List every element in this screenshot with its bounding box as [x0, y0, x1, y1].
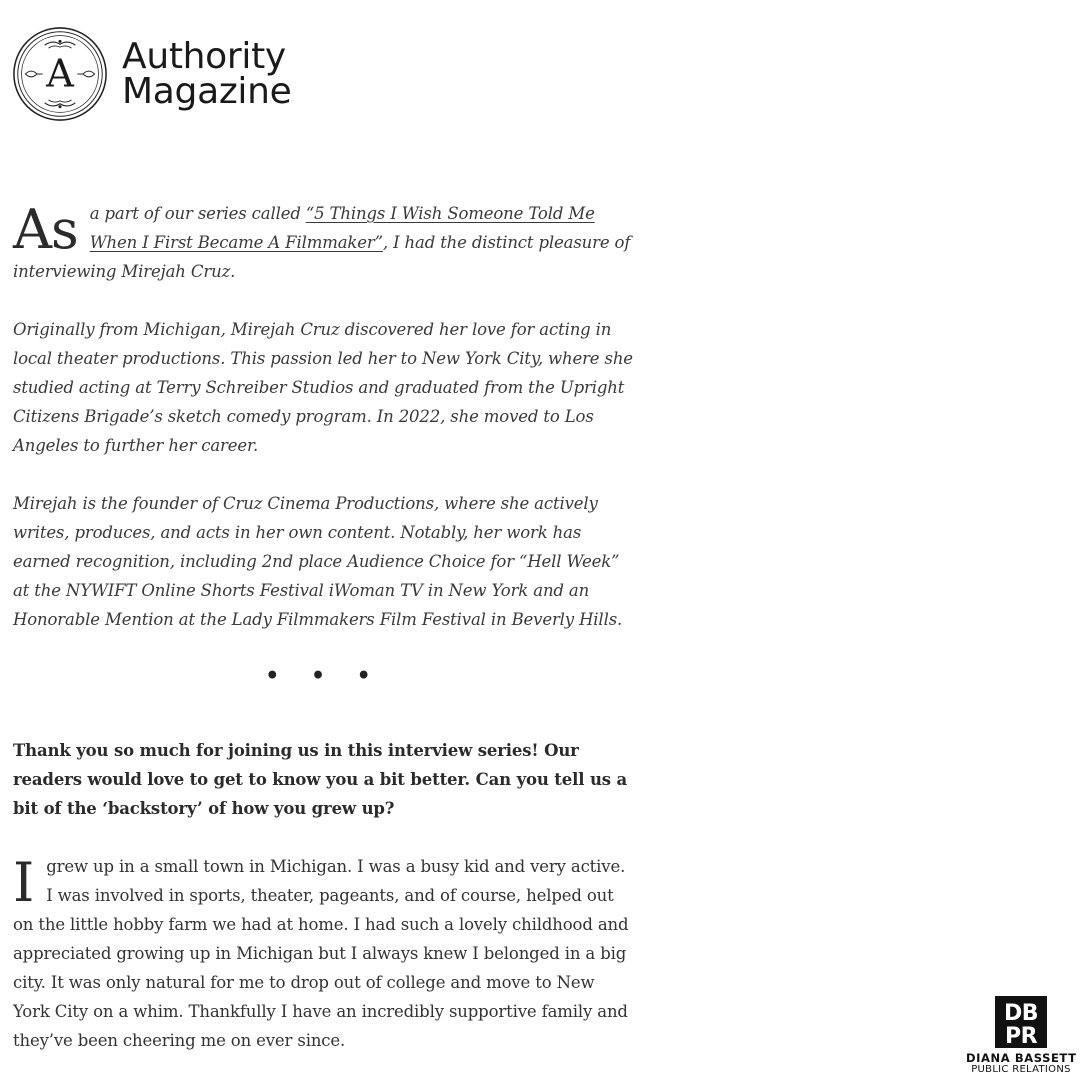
section-separator: • • • [265, 663, 383, 689]
brand-subtitle: PUBLIC RELATIONS [971, 1064, 1071, 1075]
authority-magazine-logo[interactable] [12, 24, 292, 124]
dbpr-logo-icon [995, 996, 1047, 1048]
seal-icon [12, 26, 108, 122]
dbpr-mark-row1: DB [1003, 1001, 1039, 1026]
intro-dropcap: As [13, 198, 78, 261]
interview-question: Thank you so much for joining us in this interview series! Our readers would love to get to know you a bit better. Can you tell us a bit of the ‘backstory’ of how you grew up? [13, 741, 628, 818]
brand-name: DIANA BASSETT [966, 1051, 1077, 1065]
answer-dropcap: I [13, 851, 35, 914]
bio-paragraph-2: Mirejah is the founder of Cruz Cinema Productions, where she actively writes, produces, and acts in her own content. Notably, her work has earned recognition, including 2nd place Audience Choice for “Hell Week” at the NYWIFT Online Shorts Festival iWoman TV in New York and an Honorable Mention at the Lady Filmmakers Film Festival in Beverly Hills. [13, 494, 623, 629]
article-body [13, 199, 635, 1055]
interview-answer [13, 852, 635, 1055]
answer-text: grew up in a small town in Michigan. I was a busy kid and very active. I was involved in sports, theater, pageants, and of course, helped out on the little hobby farm we had at home. I had such a lovely childhood and appreciated growing up in Michigan but I always knew I belonged in a big city. It was only natural for me to drop out of college and move to New York City on a whim. Thankfully I have an incredibly supportive family and they’ve been cheering me on ever since. [13, 857, 629, 1050]
logo-wordmark [122, 36, 292, 112]
bio-paragraph-1: Originally from Michigan, Mirejah Cruz discovered her love for acting in local theater productions. This passion led her to New York City, where she studied acting at Terry Schreiber Studios and graduated from the Upright Citizens Brigade’s sketch comedy program. In 2022, she moved to Los Angeles to further her career. [13, 320, 633, 455]
seal-letter: A [46, 51, 74, 97]
intro-paragraph [13, 199, 635, 286]
dbpr-brand [966, 996, 1076, 1076]
logo-name-line1: Authority [122, 36, 286, 77]
dbpr-mark-row2: PR [1004, 1024, 1038, 1048]
intro-tail: , I had the distinct pleasure of interviewing Mirejah Cruz. [13, 233, 631, 281]
logo-name-line2: Magazine [122, 71, 292, 112]
intro-lead: a part of our series called [89, 204, 306, 223]
series-link[interactable]: “5 Things I Wish Someone Told Me When I First Became A Filmmaker” [89, 204, 595, 252]
